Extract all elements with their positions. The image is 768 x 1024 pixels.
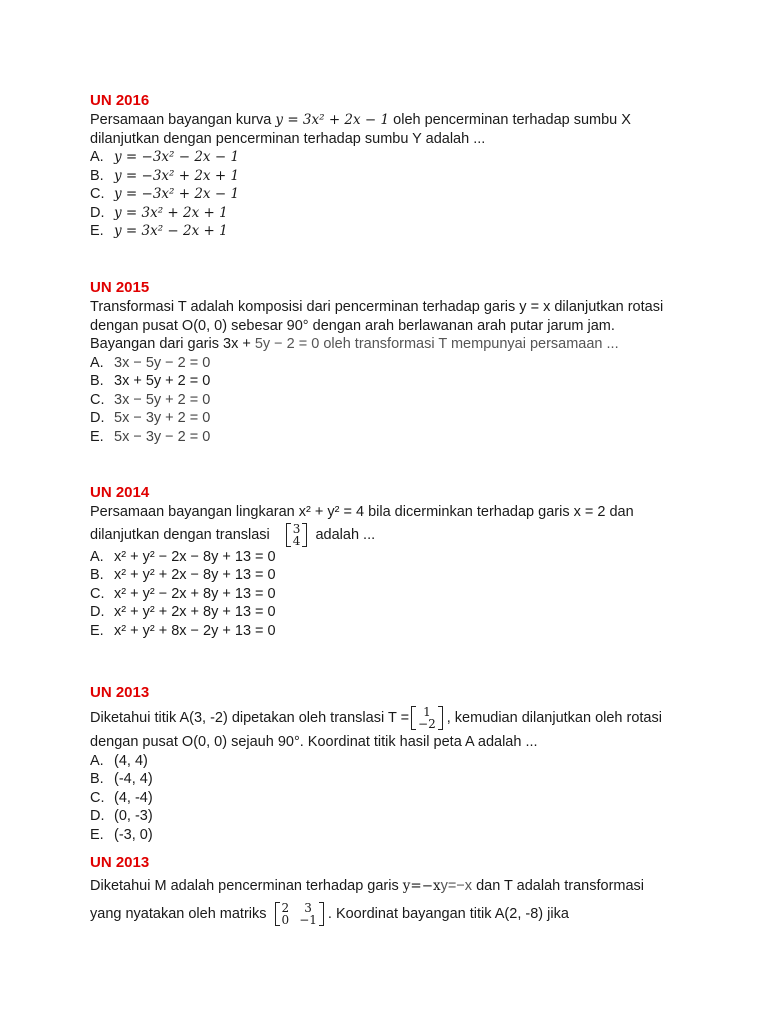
answer-option-a: [90, 548, 690, 567]
answer-option-d: [90, 603, 690, 622]
equation-duplicate: y=−x: [440, 878, 473, 894]
option-label: C.: [90, 186, 105, 202]
option-text: x² + y² − 2x − 8y + 13 = 0: [114, 548, 276, 565]
question-text: Bayangan dari garis 3x +: [90, 336, 255, 352]
question-line: [90, 111, 690, 130]
matrix-cells: [280, 902, 319, 926]
option-text: (4, -4): [114, 789, 153, 806]
question-line: Persamaan bayangan lingkaran x² + y² = 4 bila dicerminkan terhadap garis x = 2 dan: [90, 504, 634, 520]
option-label: D.: [90, 604, 105, 620]
matrix-bracket-right: [319, 902, 324, 926]
option-text: x² + y² − 2x + 8y + 13 = 0: [114, 585, 276, 602]
matrix-cell: 3: [292, 521, 301, 536]
option-label: C.: [90, 585, 105, 602]
section-un-2013-a: [90, 684, 690, 844]
matrix-cell: 0: [281, 913, 290, 928]
answer-option-c: [90, 585, 690, 604]
question-line: dengan pusat O(0, 0) sebesar 90° dengan arah berlawanan arah putar jarum jam.: [90, 317, 615, 334]
translation-matrix: [411, 706, 443, 730]
option-label: C.: [90, 789, 105, 806]
option-text: y = −3x² + 2x + 1: [114, 167, 240, 184]
option-label: B.: [90, 771, 104, 787]
question-text: yang nyatakan oleh matriks: [90, 906, 267, 922]
option-text: y = −3x² − 2x − 1: [114, 149, 240, 165]
answer-option-d: [90, 204, 690, 223]
question-text: Persamaan bayangan kurva: [90, 112, 276, 128]
section-heading: UN 2014: [90, 484, 150, 501]
question-line: [90, 335, 690, 354]
option-label: D.: [90, 808, 105, 824]
matrix-cells: [416, 706, 438, 730]
option-label: E.: [90, 622, 104, 639]
question-text: adalah ...: [315, 526, 376, 543]
option-label: A.: [90, 548, 104, 565]
section-un-2014: [90, 484, 690, 640]
matrix-cell: 2: [281, 901, 290, 916]
option-label: B.: [90, 373, 104, 389]
matrix-cell: 3: [304, 901, 312, 916]
option-label: E.: [90, 223, 104, 239]
matrix-cell: −2: [418, 717, 436, 732]
answer-option-e: [90, 826, 690, 845]
question-text: Diketahui titik A(3, -2) dipetakan oleh translasi T =: [90, 710, 410, 726]
question-line: Transformasi T adalah komposisi dari pencerminan terhadap garis y = x dilanjutkan rotasi: [90, 299, 664, 315]
matrix-cell: −1: [299, 913, 317, 928]
section-un-2015: [90, 279, 690, 446]
option-label: A.: [90, 354, 104, 371]
answer-option-b: [90, 167, 690, 186]
section-heading: UN 2016: [90, 92, 150, 109]
answer-options: [90, 148, 690, 241]
answer-option-e: [90, 222, 690, 241]
answer-options: [90, 354, 690, 447]
question-text: dilanjutkan dengan translasi: [90, 526, 270, 543]
option-text: x² + y² + 8x − 2y + 13 = 0: [114, 622, 276, 639]
question-text: , kemudian dilanjutkan oleh rotasi: [446, 710, 662, 726]
question-text: . Koordinat bayangan titik A(2, -8) jika: [327, 906, 569, 922]
question-text: 5y − 2 = 0 oleh transformasi T mempunyai persamaan ...: [254, 336, 619, 352]
section-heading: UN 2015: [90, 279, 150, 296]
question-line: [90, 873, 690, 899]
option-text: (-4, 4): [114, 771, 153, 787]
question-line: [90, 522, 690, 548]
answer-options: [90, 752, 690, 845]
question-line: [90, 703, 690, 733]
matrix-cells: [291, 523, 303, 547]
question-text: dan T adalah transformasi: [472, 878, 645, 894]
matrix-cell: 4: [292, 533, 301, 548]
matrix-bracket-right: [302, 523, 307, 547]
question-line: dilanjutkan dengan pencerminan terhadap sumbu Y adalah ...: [90, 130, 486, 147]
answer-option-c: [90, 185, 690, 204]
answer-option-d: [90, 807, 690, 826]
answer-option-e: [90, 622, 690, 641]
option-label: D.: [90, 204, 105, 221]
translation-matrix: [286, 523, 308, 547]
answer-option-d: [90, 409, 690, 428]
answer-option-a: [90, 354, 690, 373]
answer-option-a: [90, 752, 690, 771]
option-text: 3x − 5y − 2 = 0: [114, 354, 211, 371]
option-text: (0, -3): [114, 808, 153, 824]
matrix-bracket-right: [438, 706, 443, 730]
question-line: dengan pusat O(0, 0) sejauh 90°. Koordinat titik hasil peta A adalah ...: [90, 734, 538, 750]
answer-option-b: [90, 770, 690, 789]
section-un-2016: [90, 92, 690, 241]
option-label: E.: [90, 428, 104, 445]
question-line: [90, 899, 690, 929]
section-heading: UN 2013: [90, 854, 150, 871]
option-label: B.: [90, 567, 104, 583]
option-text: y = 3x² + 2x + 1: [114, 204, 228, 221]
answer-option-a: [90, 148, 690, 167]
option-label: A.: [90, 752, 104, 769]
option-text: (4, 4): [114, 752, 148, 769]
option-text: 5x − 3y + 2 = 0: [114, 410, 211, 426]
answer-option-c: [90, 391, 690, 410]
option-text: 3x + 5y + 2 = 0: [114, 373, 211, 389]
question-text: oleh pencerminan terhadap sumbu X: [389, 112, 631, 128]
answer-option-b: [90, 566, 690, 585]
equation: y = 3x² + 2x − 1: [275, 112, 390, 128]
option-label: E.: [90, 826, 104, 843]
option-text: y = 3x² − 2x + 1: [114, 223, 228, 239]
section-un-2013-b: [90, 854, 690, 929]
option-text: x² + y² + 2x − 8y + 13 = 0: [114, 567, 276, 583]
answer-option-e: [90, 428, 690, 447]
question-text: Diketahui M adalah pencerminan terhadap garis: [90, 878, 403, 894]
option-text: (-3, 0): [114, 826, 153, 843]
section-heading: UN 2013: [90, 684, 150, 701]
option-text: x² + y² + 2x + 8y + 13 = 0: [114, 604, 276, 620]
answer-option-c: [90, 789, 690, 808]
equation: y=−x: [402, 878, 441, 894]
option-label: C.: [90, 391, 105, 408]
transformation-matrix: [275, 902, 324, 926]
option-text: 3x − 5y + 2 = 0: [114, 391, 211, 408]
option-label: B.: [90, 167, 104, 184]
option-text: y = −3x² + 2x − 1: [114, 186, 240, 202]
answer-option-b: [90, 372, 690, 391]
option-text: 5x − 3y − 2 = 0: [114, 428, 211, 445]
option-label: A.: [90, 149, 104, 165]
answer-options: [90, 548, 690, 641]
option-label: D.: [90, 410, 105, 426]
matrix-cell: 1: [423, 705, 431, 720]
